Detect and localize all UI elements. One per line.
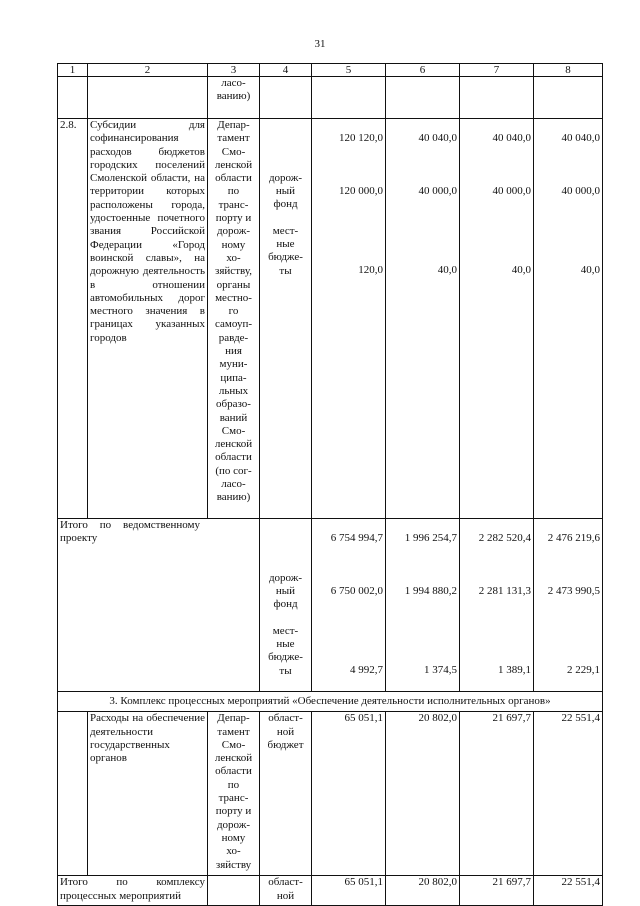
value-total: 40 040,0: [492, 132, 531, 145]
page-number: 31: [314, 38, 326, 50]
row-number: 2.8.: [58, 119, 88, 519]
table-row-2-8: [58, 119, 603, 519]
source-road-fund: дорож- ный фонд: [268, 171, 303, 211]
value-fund: 40 000,0: [492, 185, 531, 198]
section-title: 3. Комплекс процессных мероприятий «Обеспечение деятельности исполнительных органов»: [58, 692, 603, 712]
executor: Депар- тамент Смо- ленской области по транс- порту и дорож- ному хо- зяйству: [208, 712, 260, 876]
value-local: 40,0: [580, 264, 600, 277]
source-regional-budget: област- ной: [260, 876, 312, 906]
value-fund: 120 000,0: [339, 185, 383, 198]
col-number-3: 3: [208, 64, 260, 77]
value-fund: 40 000,0: [418, 185, 457, 198]
source-road-fund: дорож- ный фонд: [268, 571, 303, 611]
value-fund: 1 994 880,2: [404, 585, 457, 598]
value-local: 40,0: [437, 264, 457, 277]
source-regional-budget: област- ной бюджет: [260, 712, 312, 876]
col-number-8: 8: [534, 64, 603, 77]
value-total: 65 051,1: [312, 712, 386, 876]
col-number-4: 4: [260, 64, 312, 77]
value-total: 6 754 994,7: [330, 532, 383, 545]
source-local-budgets: мест- ные бюдже- ты: [268, 224, 303, 277]
value-fund: 2 473 990,5: [547, 585, 600, 598]
section-header-row: [58, 692, 603, 712]
value-fund: 6 750 002,0: [330, 585, 383, 598]
total-complex-row: [58, 876, 603, 906]
value-local: 40,0: [511, 264, 531, 277]
total-dept-project-label: Итого по ведомственному проекту: [58, 519, 260, 692]
col-number-7: 7: [460, 64, 534, 77]
total-complex-label: Итого по комплексу процессных мероприятий: [58, 876, 208, 906]
value-total: 1 996 254,7: [404, 532, 457, 545]
measure-name: Расходы на обеспечение деятельности государственных органов: [88, 712, 208, 876]
value-local: 1 374,5: [424, 664, 457, 677]
value-total: 21 697,7: [460, 712, 534, 876]
value-total: 20 802,0: [386, 712, 460, 876]
continued-executor: ласо- ванию): [208, 77, 260, 119]
source-local-budgets: мест- ные бюдже- ты: [268, 624, 303, 677]
value-total: 2 476 219,6: [547, 532, 600, 545]
col-number-2: 2: [88, 64, 208, 77]
col-number-1: 1: [58, 64, 88, 77]
continued-row: [58, 77, 603, 119]
value-local: 120,0: [358, 264, 383, 277]
value-total: 2 282 520,4: [478, 532, 531, 545]
value-fund: 2 281 131,3: [478, 585, 531, 598]
value-total: 40 040,0: [418, 132, 457, 145]
column-numbers-row: [58, 64, 603, 77]
value-fund: 40 000,0: [561, 185, 600, 198]
value-total: 22 551,4: [534, 712, 603, 876]
executor: Депар- тамент Смо- ленской области по транс- порту и дорож- ному хо- зяйству, органы местно- го самоуп- равде- ния муни- ципа- льных образо- ваний Смо- ленской области (по сог- ласо- ванию): [208, 119, 260, 519]
total-dept-project-row: [58, 519, 603, 692]
value-total: 22 551,4: [534, 876, 603, 906]
col-number-6: 6: [386, 64, 460, 77]
value-total: 21 697,7: [460, 876, 534, 906]
value-total: 20 802,0: [386, 876, 460, 906]
value-total: 40 040,0: [561, 132, 600, 145]
value-local: 1 389,1: [498, 664, 531, 677]
table-row-expenses: [58, 712, 603, 876]
value-local: 2 229,1: [567, 664, 600, 677]
col-number-5: 5: [312, 64, 386, 77]
value-total: 65 051,1: [312, 876, 386, 906]
value-local: 4 992,7: [350, 664, 383, 677]
budget-table: [57, 63, 603, 906]
measure-name: Субсидии для софинансирования расходов бюджетов городских поселений Смоленской области, на территории которых расположены города, удостоенные почетного звания Российской Федерации «Город воинской славы», на дорожную деятельность в отношении автомобильных дорог местного значения в границах указанных городов: [88, 119, 208, 519]
value-total: 120 120,0: [339, 132, 383, 145]
